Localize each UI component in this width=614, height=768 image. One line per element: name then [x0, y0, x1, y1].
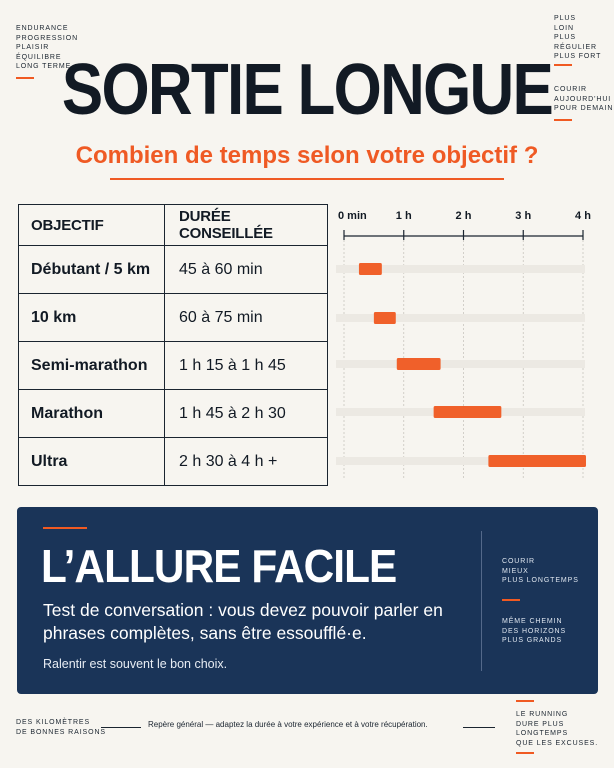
easy-pace-panel: [17, 507, 598, 694]
duration-bar: [434, 406, 502, 418]
tick-label: 0 min: [338, 210, 367, 222]
panel-side-note: [502, 557, 592, 586]
corner-note-line: LOIN: [554, 24, 574, 32]
accent-dash: [516, 752, 534, 754]
footer-right-note: [516, 710, 614, 748]
tick-label: 1 h: [395, 210, 412, 222]
corner-note-line: PLUS: [554, 34, 576, 41]
footer-text: Repère général — adaptez la durée à votre expérience et à votre récupération.: [148, 720, 428, 729]
bar-track: [336, 360, 585, 368]
duration-timeline-chart: [328, 200, 614, 490]
side-note-line: MIEUX: [502, 567, 529, 575]
duration-bar: [374, 312, 396, 324]
column-header-objective: OBJECTIF: [19, 205, 165, 245]
corner-note-line: ÉQUILIBRE: [16, 53, 62, 61]
panel-side-note: [502, 617, 592, 646]
objective-cell: 10 km: [19, 294, 165, 341]
duration-cell: 1 h 15 à 1 h 45: [179, 356, 286, 374]
objective-cell: Ultra: [19, 438, 165, 485]
corner-note-line: PLAISIR: [16, 44, 50, 51]
table-row: [19, 293, 327, 341]
side-note-line: PLUS LONGTEMPS: [502, 577, 579, 584]
side-note-line: MÊME CHEMIN: [502, 618, 563, 625]
footer-rule: [463, 727, 495, 728]
corner-note-line: PLUS FORT: [554, 53, 602, 60]
accent-dash: [16, 77, 34, 79]
footer-note-line: DURE PLUS LONGTEMPS: [516, 720, 569, 737]
tick-label: 3 h: [515, 210, 532, 222]
timeline-svg: [328, 200, 614, 490]
side-note-line: COURIR: [502, 558, 536, 565]
corner-note-line: PLUS: [554, 15, 576, 22]
duration-bar: [397, 358, 441, 370]
objective-table: [18, 204, 328, 486]
table-row: [19, 341, 327, 389]
objective-cell: Semi-marathon: [19, 342, 165, 389]
tick-label: 2 h: [455, 210, 472, 222]
duration-cell: 60 à 75 min: [179, 308, 263, 326]
side-note-line: PLUS GRANDS: [502, 637, 563, 644]
footer-note-line: DES KILOMÈTRES: [16, 719, 91, 726]
side-note-line: DES HORIZONS: [502, 627, 567, 635]
panel-text: Test de conversation : vous devez pouvoir parler en phrases complètes, sans être essoufflé·e.: [43, 600, 443, 643]
table-header-row: [19, 205, 327, 245]
tick-label: 4 h: [575, 210, 591, 222]
page-subtitle: Combien de temps selon votre objectif ?: [75, 142, 539, 169]
corner-note-line: LONG TERME: [16, 63, 72, 70]
accent-dash: [516, 700, 534, 702]
table-row: [19, 245, 327, 293]
footer-note-line: QUE LES EXCUSES.: [516, 739, 599, 747]
page-title: SORTIE LONGUE: [61, 50, 553, 130]
duration-bar: [488, 455, 586, 467]
objective-cell: Marathon: [19, 390, 165, 437]
panel-divider: [481, 531, 482, 671]
corner-note-line: ENDURANCE: [16, 25, 69, 32]
objective-cell: Débutant / 5 km: [19, 246, 165, 293]
panel-note: Ralentir est souvent le bon choix.: [43, 657, 228, 671]
corner-note-line: RÉGULIER: [554, 43, 597, 51]
panel-title: L’ALLURE FACILE: [41, 540, 397, 592]
footer-note-line: LE RUNNING: [516, 711, 569, 718]
corner-note-line: AUJOURD'HUI: [554, 95, 612, 103]
corner-note-line: POUR DEMAIN: [554, 105, 614, 112]
duration-bar: [359, 263, 382, 275]
duration-cell: 1 h 45 à 2 h 30: [179, 404, 286, 422]
bar-track: [336, 314, 585, 322]
footer-rule: [101, 727, 141, 728]
corner-note-line: COURIR: [554, 86, 588, 93]
accent-dash: [502, 599, 520, 601]
subtitle-underline: [110, 178, 504, 180]
corner-note-line: PROGRESSION: [16, 34, 79, 42]
duration-cell: 45 à 60 min: [179, 260, 263, 278]
accent-dash: [43, 527, 87, 529]
column-header-duration: DURÉE CONSEILLÉE: [179, 208, 273, 242]
table-row: [19, 389, 327, 437]
table-row: [19, 437, 327, 485]
duration-cell: 2 h 30 à 4 h +: [179, 452, 278, 470]
footer-note-line: DE BONNES RAISONS: [16, 728, 106, 736]
